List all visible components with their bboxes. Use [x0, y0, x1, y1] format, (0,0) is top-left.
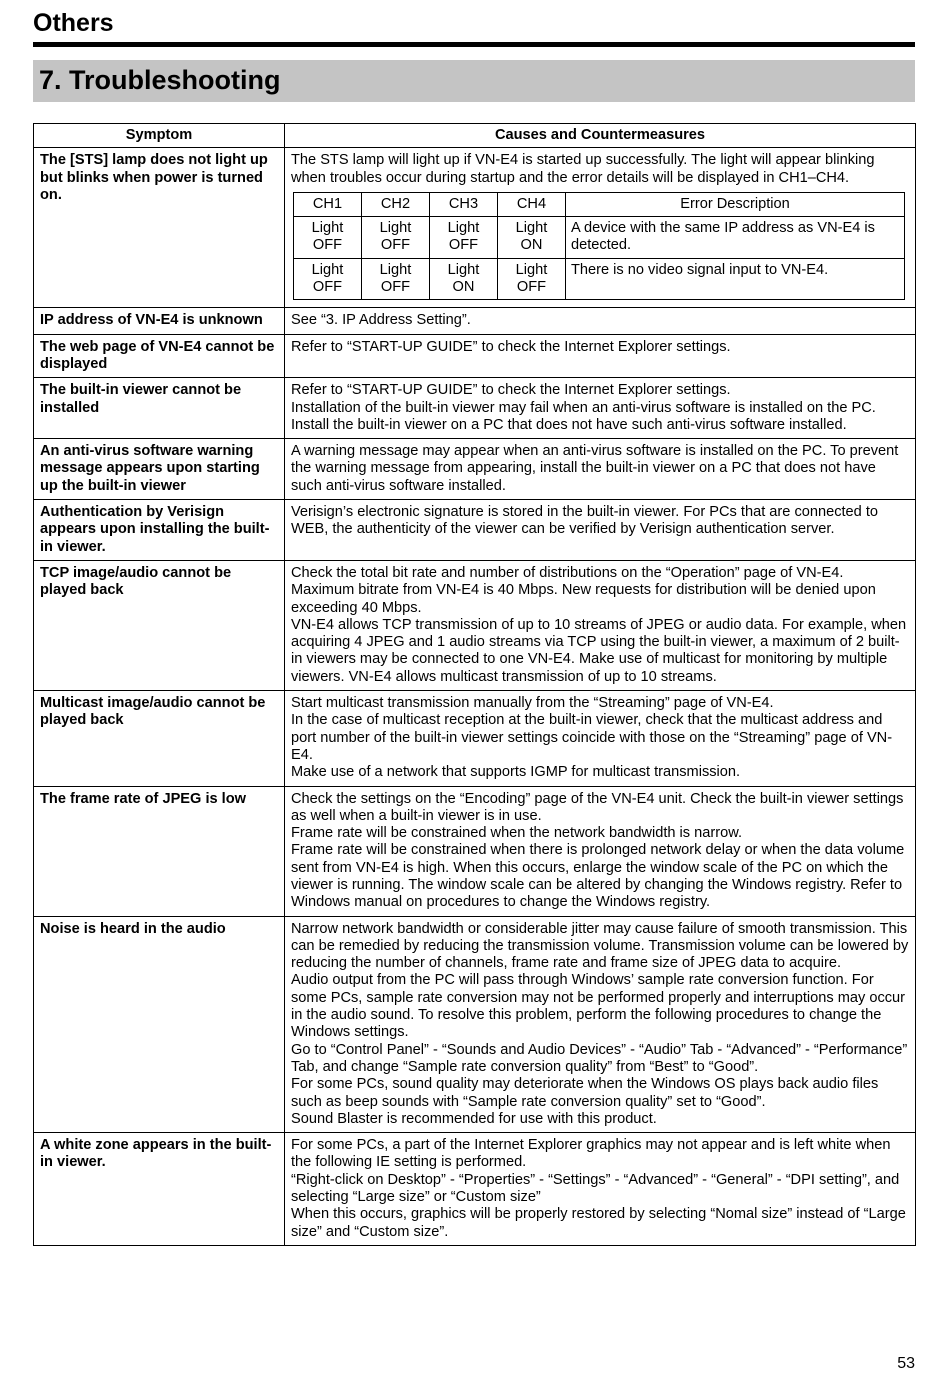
cause-text: Refer to “START-UP GUIDE” to check the Internet Explorer settings.: [291, 338, 731, 355]
error-cell-ch2: Light OFF: [362, 258, 430, 300]
error-cell-ch1: Light OFF: [294, 217, 362, 259]
table-row: [34, 308, 916, 334]
symptom-cell: IP address of VN-E4 is unknown: [34, 308, 285, 334]
table-row: [34, 148, 916, 308]
table-row: [34, 334, 916, 378]
error-cell-ch3: Light ON: [430, 258, 498, 300]
cause-text: “Right-click on Desktop” - “Properties” - “Settings” - “Advanced” - “General” - “DPI setting”, and selecting “Large size” or “Custom size”: [291, 1171, 900, 1206]
symptom-cell: Noise is heard in the audio: [34, 916, 285, 1133]
table-row: [34, 500, 916, 561]
symptom-cell: An anti-virus software warning message appears upon starting up the built-in viewer: [34, 439, 285, 500]
cause-text: Maximum bitrate from VN-E4 is 40 Mbps. New requests for distribution will be denied upon exceeding 40 Mbps.: [291, 582, 876, 616]
cause-cell: [285, 148, 916, 308]
symptom-cell: TCP image/audio cannot be played back: [34, 560, 285, 690]
cause-text: Refer to “START-UP GUIDE” to check the Internet Explorer settings.: [291, 382, 731, 399]
cause-cell: [285, 560, 916, 690]
error-header-ch3: CH3: [430, 192, 498, 216]
table-row: [34, 786, 916, 916]
cause-cell: [285, 308, 916, 334]
table-row: [34, 1133, 916, 1246]
section-title: Others: [33, 9, 114, 37]
cause-text: Sound Blaster is recommended for use with this product.: [291, 1110, 657, 1127]
cause-cell: [285, 916, 916, 1133]
cause-cell: [285, 691, 916, 786]
cause-text: For some PCs, sound quality may deteriorate when the Windows OS plays back audio files such as beep sounds with “Sample rate conversion quality” set to “Good”.: [291, 1076, 879, 1110]
cause-text: Check the total bit rate and number of distributions on the “Operation” page of VN-E4.: [291, 564, 844, 581]
error-cell-ch3: Light OFF: [430, 217, 498, 259]
cause-text: Go to “Control Panel” - “Sounds and Audio Devices” - “Audio” Tab - “Advanced” - “Performance” Tab, and change “Sample rate conversion quality” from “Best” to “Good”.: [291, 1041, 908, 1075]
table-row: [34, 439, 916, 500]
cause-text: When this occurs, graphics will be properly restored by selecting “Nomal size” instead of “Large size” and “Custom size”.: [291, 1206, 906, 1240]
error-cell-ch4: Light OFF: [498, 258, 566, 300]
cause-cell: [285, 786, 916, 916]
error-header-ch4: CH4: [498, 192, 566, 216]
symptom-cell: The [STS] lamp does not light up but blinks when power is turned on.: [34, 148, 285, 308]
cause-text: For some PCs, a part of the Internet Explorer graphics may not appear and is left white when the following IE setting is performed.: [291, 1137, 891, 1171]
symptom-cell: The web page of VN-E4 cannot be displayed: [34, 334, 285, 378]
error-cell-ch4: Light ON: [498, 217, 566, 259]
symptom-cell: Authentication by Verisign appears upon installing the built-in viewer.: [34, 500, 285, 561]
error-header-ch2: CH2: [362, 192, 430, 216]
cause-text: Start multicast transmission manually from the “Streaming” page of VN-E4.: [291, 695, 774, 712]
error-header-ch1: CH1: [294, 192, 362, 216]
error-cell-description: There is no video signal input to VN-E4.: [566, 258, 905, 300]
cause-cell: [285, 500, 916, 561]
cause-cell: [285, 378, 916, 439]
error-cell-ch2: Light OFF: [362, 217, 430, 259]
cause-text: Frame rate will be constrained when the network bandwidth is narrow.: [291, 825, 743, 842]
page-number: 53: [897, 1355, 915, 1372]
cause-text: VN-E4 allows TCP transmission of up to 10 streams of JPEG or audio data. For example, when acquiring 4 JPEG and 1 audio streams via TCP using the built-in viewer, a maximum of 2 built-in viewers may be connected to one VN-E4. Make use of multicast for monitoring by multiple viewers. VN-E4 allows multicast transmission of up to 10 streams.: [291, 616, 907, 685]
cause-text: Verisign’s electronic signature is stored in the built-in viewer. For PCs that are connected to WEB, the authenticity of the viewer can be verified by Verisign authentication server.: [291, 504, 879, 538]
cause-text: A warning message may appear when an anti-virus software is installed on the PC. To prevent the warning message from appearing, install the built-in viewer on a PC that does not have such anti-virus software installed.: [291, 443, 899, 494]
error-cell-description: A device with the same IP address as VN-E4 is detected.: [566, 217, 905, 259]
cause-text: The STS lamp will light up if VN-E4 is started up successfully. The light will appear blinking when troubles occur during startup and the error details will be displayed in CH1–CH4.: [291, 152, 875, 186]
error-row: [294, 217, 905, 259]
table-row: [34, 560, 916, 690]
causes-header: Causes and Countermeasures: [285, 124, 916, 148]
symptom-cell: The frame rate of JPEG is low: [34, 786, 285, 916]
error-row: [294, 258, 905, 300]
error-code-table: [293, 192, 905, 300]
cause-text: Check the settings on the “Encoding” page of the VN-E4 unit. Check the built-in viewer settings as well when a built-in viewer is in use.: [291, 790, 904, 824]
cause-cell: [285, 334, 916, 378]
error-cell-ch1: Light OFF: [294, 258, 362, 300]
table-row: [34, 691, 916, 786]
cause-text: In the case of multicast reception at the built-in viewer, check that the multicast address and port number of the built-in viewer settings coincide with those on the “Streaming” page of VN-E4.: [291, 712, 893, 763]
error-header-description: Error Description: [566, 192, 905, 216]
cause-text: Make use of a network that supports IGMP for multicast transmission.: [291, 764, 741, 781]
cause-cell: [285, 439, 916, 500]
error-header-row: [294, 192, 905, 216]
section-divider: [33, 42, 915, 47]
table-header-row: [34, 124, 916, 148]
cause-cell: [285, 1133, 916, 1246]
cause-text: See “3. IP Address Setting”.: [291, 312, 471, 329]
table-row: [34, 378, 916, 439]
symptom-cell: Multicast image/audio cannot be played back: [34, 691, 285, 786]
symptom-cell: A white zone appears in the built-in viewer.: [34, 1133, 285, 1246]
troubleshooting-table: [33, 123, 916, 1246]
table-row: [34, 916, 916, 1133]
symptom-header: Symptom: [34, 124, 285, 148]
cause-text: Narrow network bandwidth or considerable jitter may cause failure of smooth transmission. This can be remedied by reducing the transmission volume. Transmission volume can be lowered by reducing the number of channels, frame rate and frame size of JPEG data to acquire.: [291, 920, 909, 972]
page-title: 7. Troubleshooting: [33, 60, 915, 102]
cause-text: Audio output from the PC will pass through Windows’ sample rate conversion function. For some PCs, sample rate conversion may not be performed properly and interruptions may occur in the audio sound. To resolve this problem, perform the following procedures to change the Windows settings.: [291, 972, 906, 1041]
cause-text: Frame rate will be constrained when there is prolonged network delay or when the data volume sent from VN-E4 is high. When this occurs, enlarge the window scale of the PC on which the viewer is running. The window scale can be altered by changing the Windows registry. Refer to Windows manual on procedures to change the Windows registry.: [291, 842, 905, 911]
symptom-cell: The built-in viewer cannot be installed: [34, 378, 285, 439]
cause-text: Installation of the built-in viewer may fail when an anti-virus software is installed on the PC. Install the built-in viewer on a PC that does not have such anti-virus software installed.: [291, 399, 876, 433]
